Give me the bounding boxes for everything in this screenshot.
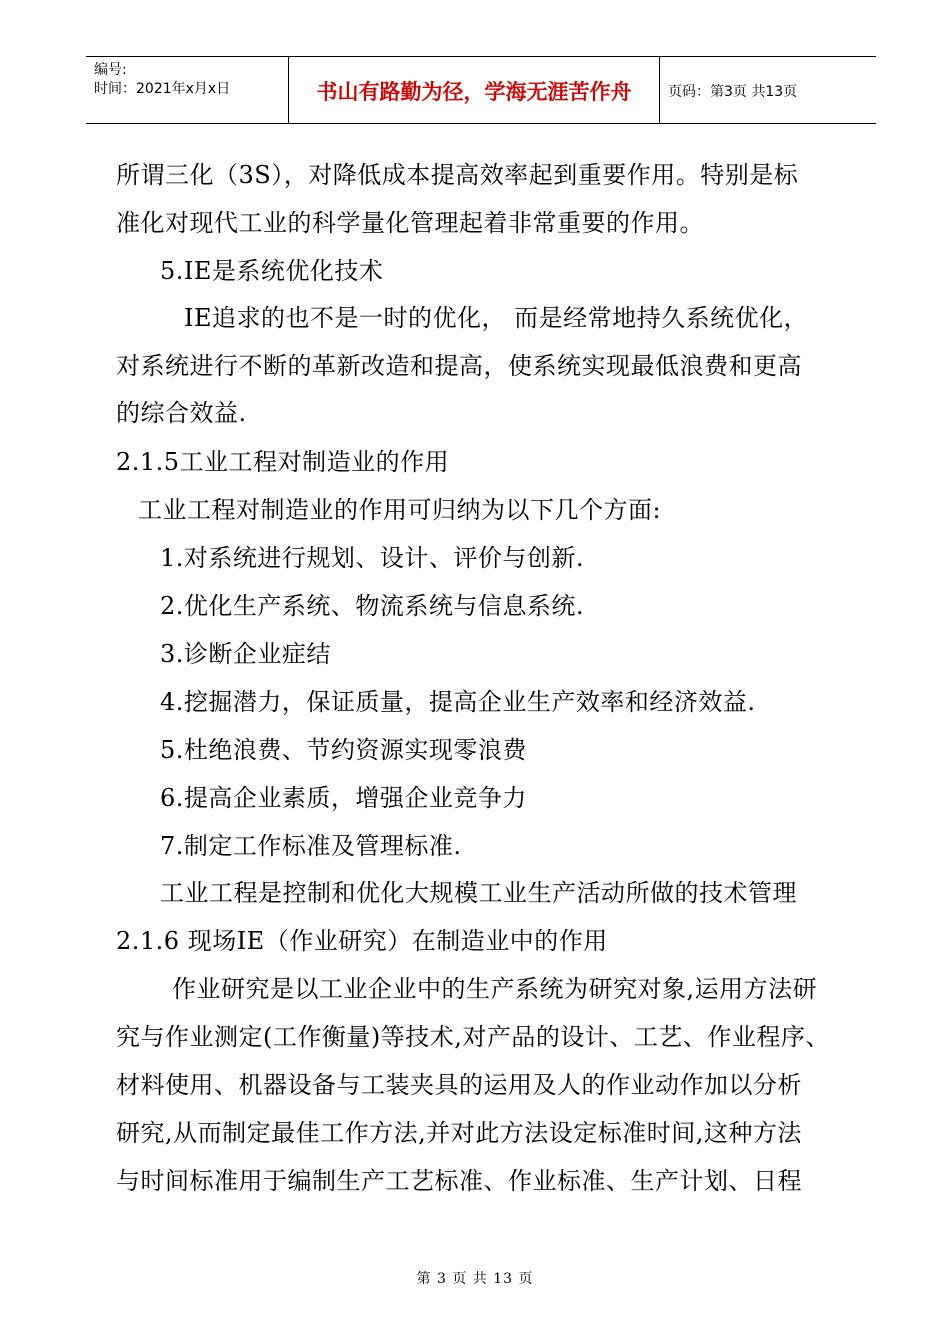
header-page-cell [660,57,876,123]
list-item: 2.优化生产系统、物流系统与信息系统. [160,592,585,620]
body-line: IE追求的也不是一时的优化， 而是经常地持久系统优化， [184,304,809,332]
list-item: 4.挖掘潜力，保证质量，提高企业生产效率和经济效益. [160,688,756,716]
page-footer: 第 3 页 共 13 页 [416,1271,534,1287]
body-line: 与时间标准用于编制生产工艺标准、作业标准、生产计划、日程 [116,1167,802,1195]
body-line: 准化对现代工业的科学量化管理起着非常重要的作用。 [116,209,704,237]
body-line: 工业工程是控制和优化大规模工业生产活动所做的技术管理 [160,879,797,907]
body-line: 材料使用、机器设备与工装夹具的运用及人的作业动作加以分析 [116,1071,802,1099]
page-header [86,56,876,124]
section-heading: 5.IE是系统优化技术 [160,257,384,285]
header-motto: 书山有路勤为径，学海无涯苦作舟 [316,80,632,104]
header-motto-cell [288,57,660,123]
section-heading: 2.1.6 现场IE（作业研究）在制造业中的作用 [116,927,608,955]
document-time-label: 时间：2021年x月x日 [94,81,231,97]
document-code-label: 编号: [94,62,127,78]
header-page-code: 页码：第3页 共13页 [668,84,798,100]
body-line: 研究,从而制定最佳工作方法,并对此方法设定标准时间,这种方法 [116,1119,802,1147]
header-info-cell [86,57,288,123]
list-item: 7.制定工作标准及管理标准. [160,832,462,860]
body-line: 的综合效益. [116,399,247,427]
body-line: 工业工程对制造业的作用可归纳为以下几个方面: [138,496,662,524]
body-line: 作业研究是以工业企业中的生产系统为研究对象,运用方法研 [172,975,818,1003]
body-line: 对系统进行不断的革新改造和提高，使系统实现最低浪费和更高 [116,352,802,380]
body-line: 所谓三化（3S），对降低成本提高效率起到重要作用。特别是标 [116,161,799,189]
list-item: 1.对系统进行规划、设计、评价与创新. [160,544,585,572]
list-item: 6.提高企业素质，增强企业竞争力 [160,784,527,812]
list-item: 5.杜绝浪费、节约资源实现零浪费 [160,736,527,764]
section-heading: 2.1.5工业工程对制造业的作用 [116,448,450,476]
list-item: 3.诊断企业症结 [160,640,331,668]
body-line: 究与作业测定(工作衡量)等技术,对产品的设计、工艺、作业程序、 [116,1023,830,1051]
